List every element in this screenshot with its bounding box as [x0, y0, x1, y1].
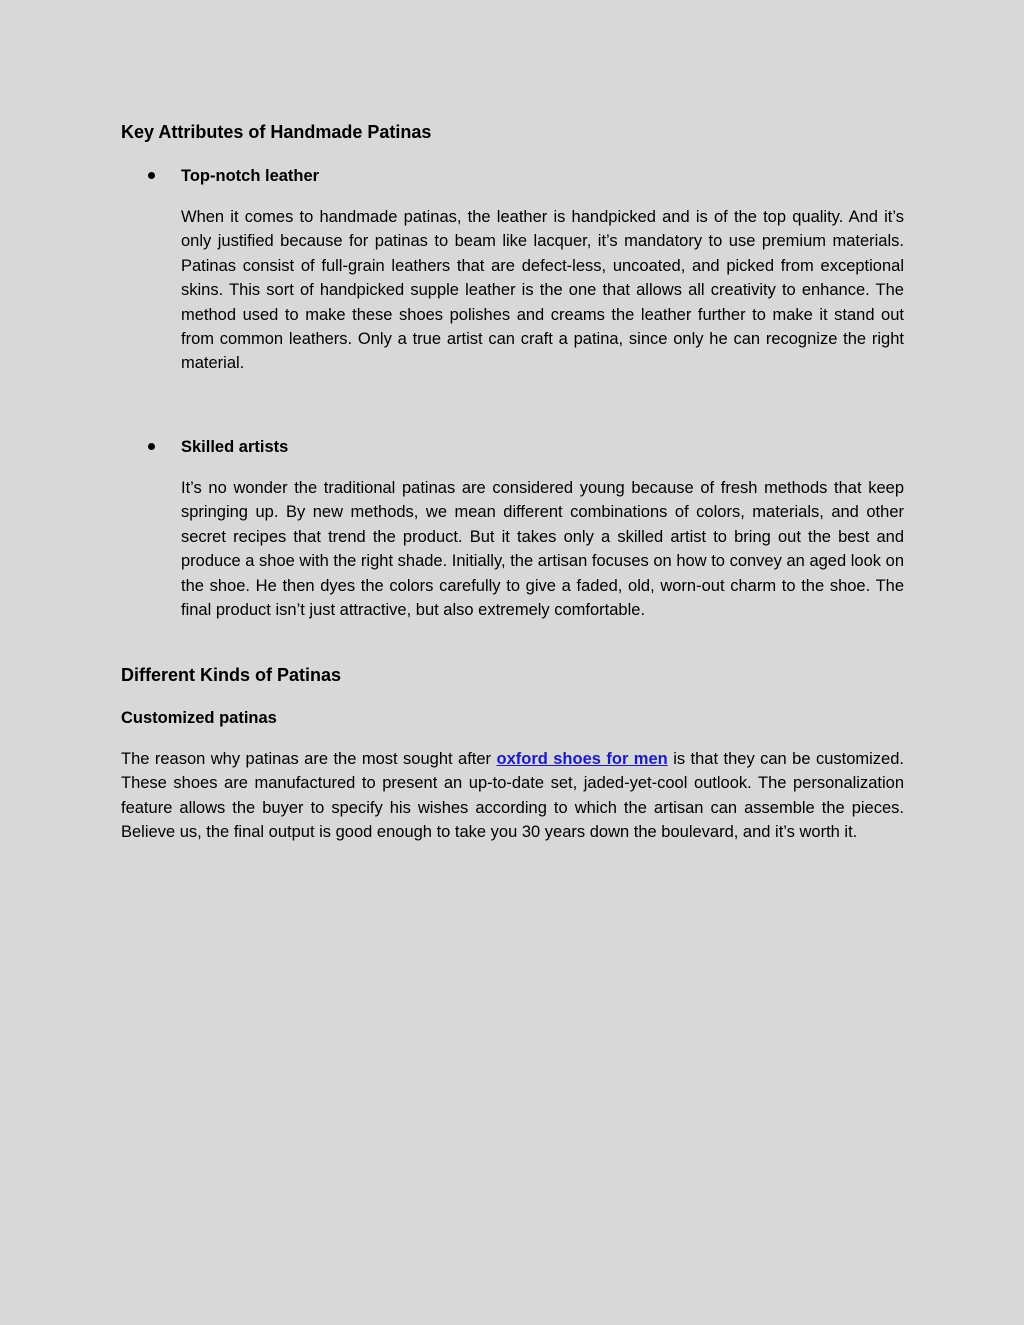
oxford-shoes-link[interactable]: oxford shoes for men [496, 750, 668, 768]
paragraph-skilled-artists: It’s no wonder the traditional patinas are considered young because of fresh methods that keep springing up. By new methods, we mean different combinations of colors, materials, and other secret recipes that trend the product. But it takes only a skilled artist to bring out the best and produce a shoe with the right shade. Initially, the artisan focuses on how to convey an aged look on the shoe. He then dyes the colors carefully to give a faded, old, worn-out charm to the shoe. The final product isn’t just attractive, but also extremely comfortable. [181, 479, 904, 620]
heading-different-kinds: Different Kinds of Patinas [121, 665, 342, 685]
paragraph-top-notch-leather: When it comes to handmade patinas, the leather is handpicked and is of the top quality. And it’s only justified because for patinas to beam like lacquer, it’s mandatory to use premium materials. Patinas consist of full-grain leathers that are defect-less, uncoated, and picked from exceptional skins. This sort of handpicked supple leather is the one that allows all creativity to enhance. The method used to make these shoes polishes and creams the leather further to make it stand out from common leathers. Only a true artist can craft a patina, since only he can recognize the right material. [181, 208, 904, 373]
bullet-label: Top-notch leather [181, 167, 320, 185]
paragraph-customized-patinas [121, 747, 904, 845]
bullet-label: Skilled artists [181, 438, 289, 456]
bullet-item-skilled-artists [148, 437, 908, 459]
paragraph-text-end: is that they can be customized. These shoes are manufactured to present an up-to-date set, jaded-yet-cool outlook. The personalization feature allows the buyer to specify his wishes according to which the artisan can assemble the pieces. Believe us, the final output is good enough to take you 30 years down the boulevard, and it’s worth it. [121, 750, 904, 842]
subheading-customized-patinas: Customized patinas [121, 709, 277, 727]
bullet-item-top-notch-leather [148, 166, 908, 188]
bullet-icon [148, 172, 155, 179]
paragraph-text-start: The reason why patinas are the most sought after [121, 750, 497, 768]
bullet-icon [148, 443, 155, 450]
heading-key-attributes: Key Attributes of Handmade Patinas [121, 122, 432, 142]
